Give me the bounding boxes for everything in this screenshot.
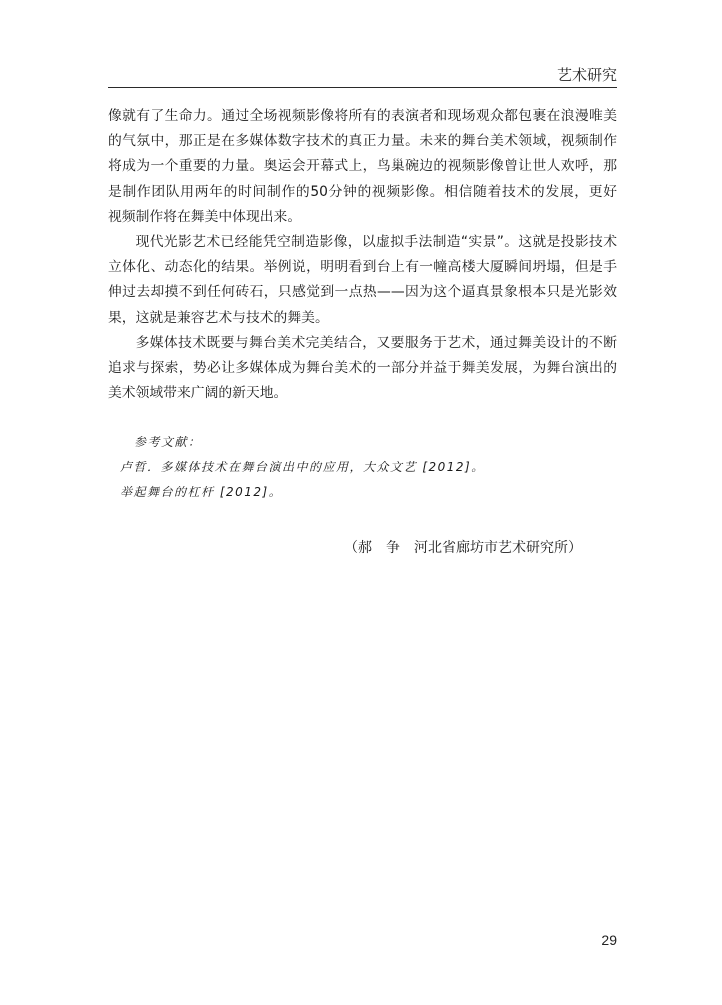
- text-line: 是制作团队用两年的时间制作的50分钟的视频影像。相信随着技术的发展，更好: [108, 183, 617, 200]
- paragraph-3: [108, 331, 617, 407]
- author-affiliation: （郝 争 河北省廊坊市艺术研究所）: [344, 540, 582, 556]
- running-header: [108, 62, 617, 88]
- references: [120, 430, 485, 505]
- running-header-title: 艺术研究: [556, 66, 617, 84]
- text-line: 将成为一个重要的力量。奥运会开幕式上，鸟巢碗边的视频影像曾让世人欢呼，那: [108, 158, 617, 175]
- text-line: 果，这就是兼容艺术与技术的舞美。: [108, 309, 329, 326]
- text-line: 视频制作将在舞美中体现出来。: [108, 208, 302, 225]
- text-line: 美术领域带来广阔的新天地。: [108, 385, 288, 402]
- reference-item: 举起舞台的杠杆 [2012]。: [120, 485, 283, 499]
- header-rule: [108, 87, 617, 88]
- reference-item: 卢哲．多媒体技术在舞台演出中的应用，大众文艺 [2012]。: [120, 460, 485, 474]
- text-line: 多媒体技术既要与舞台美术完美结合，又要服务于艺术，通过舞美设计的不断: [135, 334, 617, 351]
- text-line: 像就有了生命力。通过全场视频影像将所有的表演者和现场观众都包裹在浪漫唯美: [108, 108, 617, 124]
- references-heading: 参考文献：: [134, 435, 202, 449]
- text-line: 追求与探索，势必让多媒体成为舞台美术的一部分并益于舞美发展，为舞台演出的: [108, 359, 617, 376]
- text-line: 的气氛中，那正是在多媒体数字技术的真正力量。未来的舞台美术领域，视频制作: [108, 133, 617, 150]
- text-line: 伸过去却摸不到任何砖石，只感觉到一点热——因为这个逼真景象根本只是光影效: [108, 284, 617, 301]
- paragraph-2: [108, 230, 617, 331]
- body-text: [108, 104, 617, 406]
- text-line: 现代光影艺术已经能凭空制造影像，以虚拟手法制造“实景”。这就是投影技术: [135, 233, 617, 250]
- paragraph-1: [108, 104, 617, 230]
- text-line: 立体化、动态化的结果。举例说，明明看到台上有一幢高楼大厦瞬间坍塌，但是手: [108, 259, 617, 276]
- page-number: 29: [601, 932, 617, 948]
